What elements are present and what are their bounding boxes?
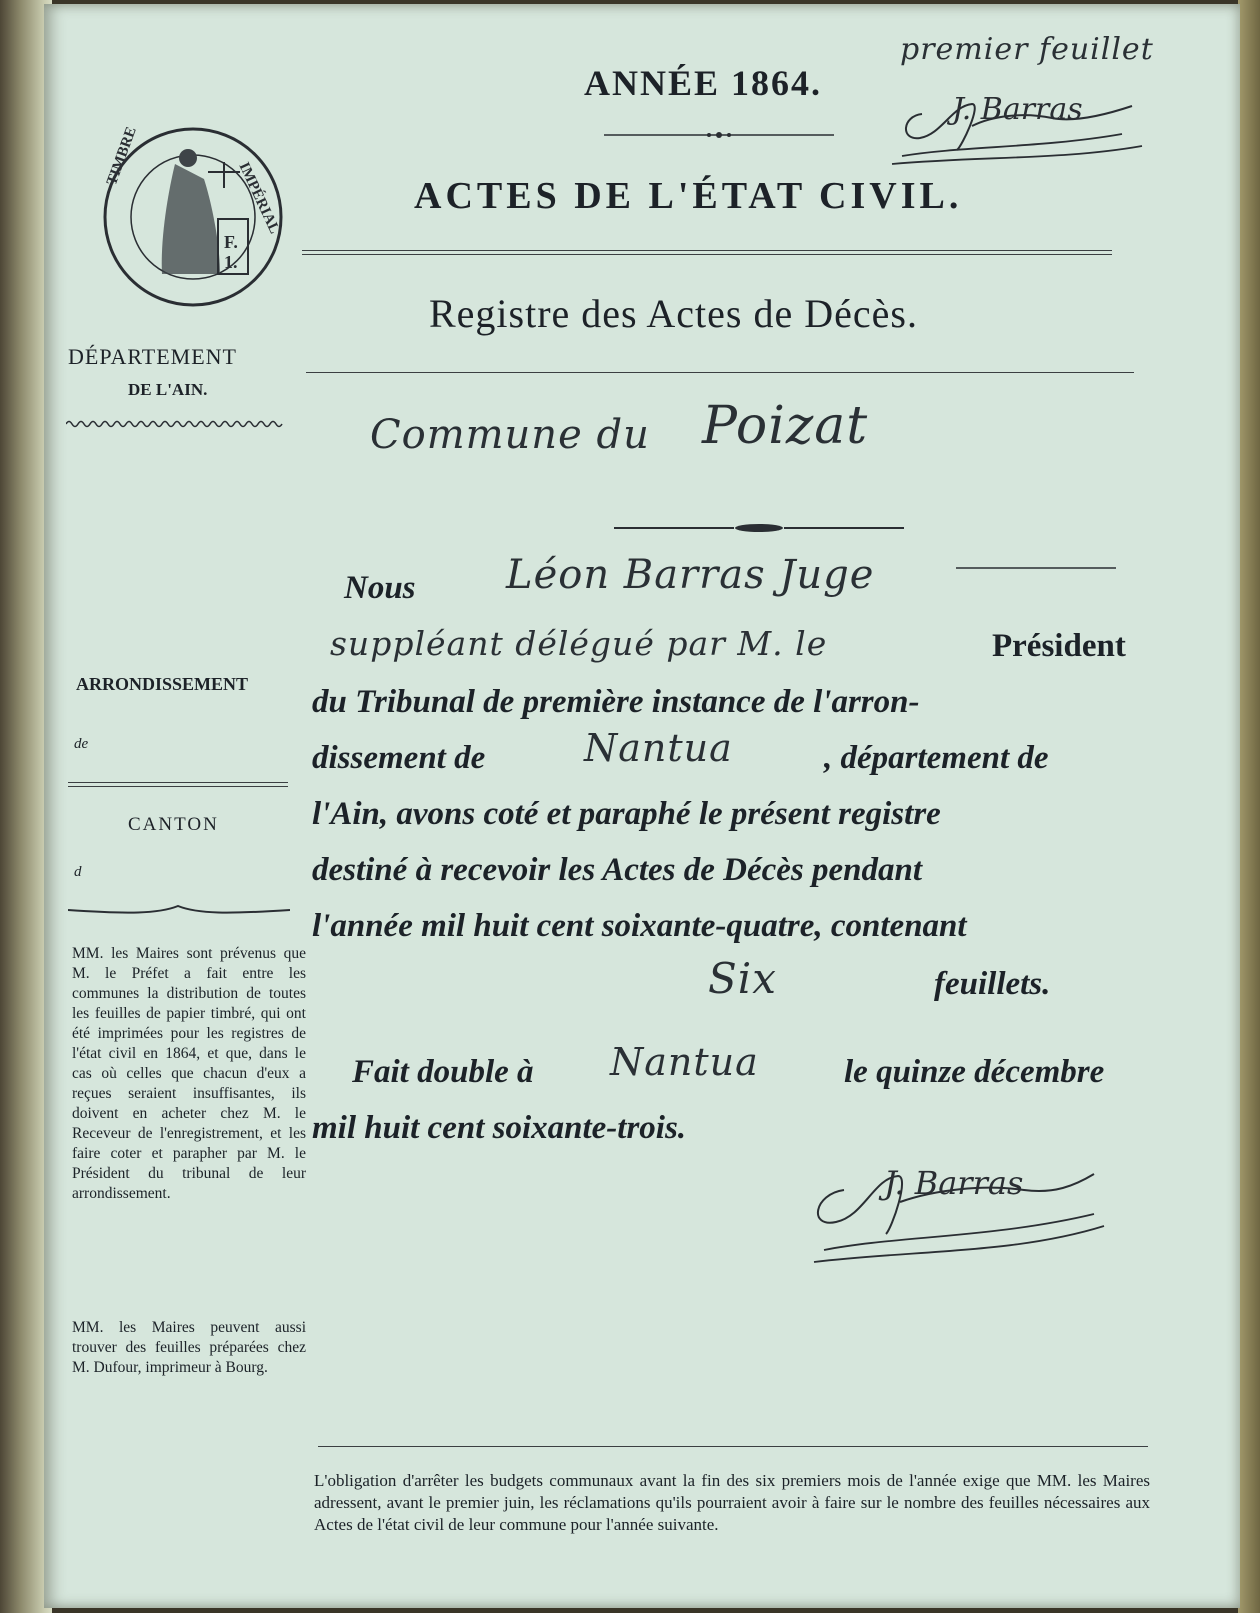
department-name: DE L'AIN. (128, 380, 208, 399)
commune-name: Poizat (702, 396, 869, 456)
stamp-right-text: IMPÉRIAL (235, 160, 283, 237)
document-title: ACTES DE L'ÉTAT CIVIL. (414, 175, 963, 217)
sidebar-note-prepared-sheets: MM. les Maires peuvent aussi trouver des feuilles préparées chez M. Dufour, imprimeur à Bourg. (72, 1319, 306, 1376)
body-line-tribunal: du Tribunal de première instance de l'arron- (312, 684, 920, 720)
judge-underline (956, 558, 1116, 564)
body-line-arrondissement: dissement de (312, 740, 486, 776)
body-feuillets: feuillets. (934, 966, 1051, 1002)
title-rule (302, 250, 1112, 255)
department-label: DÉPARTEMENT (68, 344, 237, 369)
imperial-stamp (100, 124, 286, 310)
arrondissement-name: Nantua (584, 726, 733, 770)
year-heading: ANNÉE 1864. (584, 63, 823, 103)
first-sheet-note: premier feuillet (900, 32, 1154, 67)
wavy-divider (66, 416, 284, 426)
arrondissement-label: ARRONDISSEMENT (76, 674, 249, 694)
stamp-left-text: TIMBRE (104, 124, 140, 188)
register-type: Registre des Actes de Décès. (429, 291, 918, 336)
register-rule (306, 372, 1134, 373)
canton-flourish (68, 902, 290, 916)
footer-rule (318, 1446, 1148, 1447)
signature-top-text: J. Barras (952, 92, 1083, 127)
judge-name: Léon Barras Juge (506, 552, 875, 598)
arrondissement-rule (68, 782, 288, 787)
commune-label: Commune du (370, 412, 650, 458)
body-line-destine: destiné à recevoir les Actes de Décès pendant (312, 852, 923, 888)
body-president: Président (992, 628, 1126, 664)
canton-label: CANTON (128, 814, 219, 835)
body-fait-date: le quinze décembre (844, 1054, 1105, 1090)
signature-bottom-text: J. Barras (884, 1164, 1024, 1202)
signature-bottom (774, 1150, 1114, 1270)
sheet-count: Six (708, 954, 777, 1003)
body-line-annee: l'année mil huit cent soixante-quatre, contenant (312, 908, 967, 944)
register-page (44, 4, 1240, 1608)
ornament-divider-middle (614, 520, 904, 530)
signature-top (862, 86, 1162, 176)
canton-d: d (74, 864, 82, 880)
stamp-denomination: F. 1. (224, 232, 238, 272)
body-line-departement: , département de (824, 740, 1049, 776)
footer-budget-note: L'obligation d'arrêter les budgets communaux avant la fin des six premiers mois de l'année exige que MM. les Maires adressent, avant le premier juin, les réclamations qu'ils pourraient avoir à faire sur le nombre des feuilles nécessaires aux Actes de l'état civil de leur commune pour l'année suivante. (314, 1471, 1150, 1534)
signed-place: Nantua (610, 1040, 759, 1084)
arrondissement-de: de (74, 736, 89, 752)
page-edge (1238, 0, 1260, 1613)
sidebar-note-stamped-paper: MM. les Maires sont prévenus que M. le Préfet a fait entre les communes la distribution de toutes les feuilles de papier timbré, qui ont été imprimées pour les registres de l'état civil en 1864, et que, dans le cas où celles que chacun d'eux a reçues seraient insuffisantes, ils doivent en acheter chez M. le Receveur de l'enregistrement, et les faire coter et parapher par M. le Président du tribunal de leur arrondissement. (72, 945, 306, 1202)
body-fait-year: mil huit cent soixante-trois. (312, 1110, 687, 1146)
body-nous: Nous (344, 570, 416, 606)
body-line-ain: l'Ain, avons coté et paraphé le présent registre (312, 796, 941, 832)
judge-title: suppléant délégué par M. le (330, 624, 828, 663)
body-fait-double: Fait double à (352, 1054, 534, 1090)
ornament-divider-top (604, 126, 834, 134)
